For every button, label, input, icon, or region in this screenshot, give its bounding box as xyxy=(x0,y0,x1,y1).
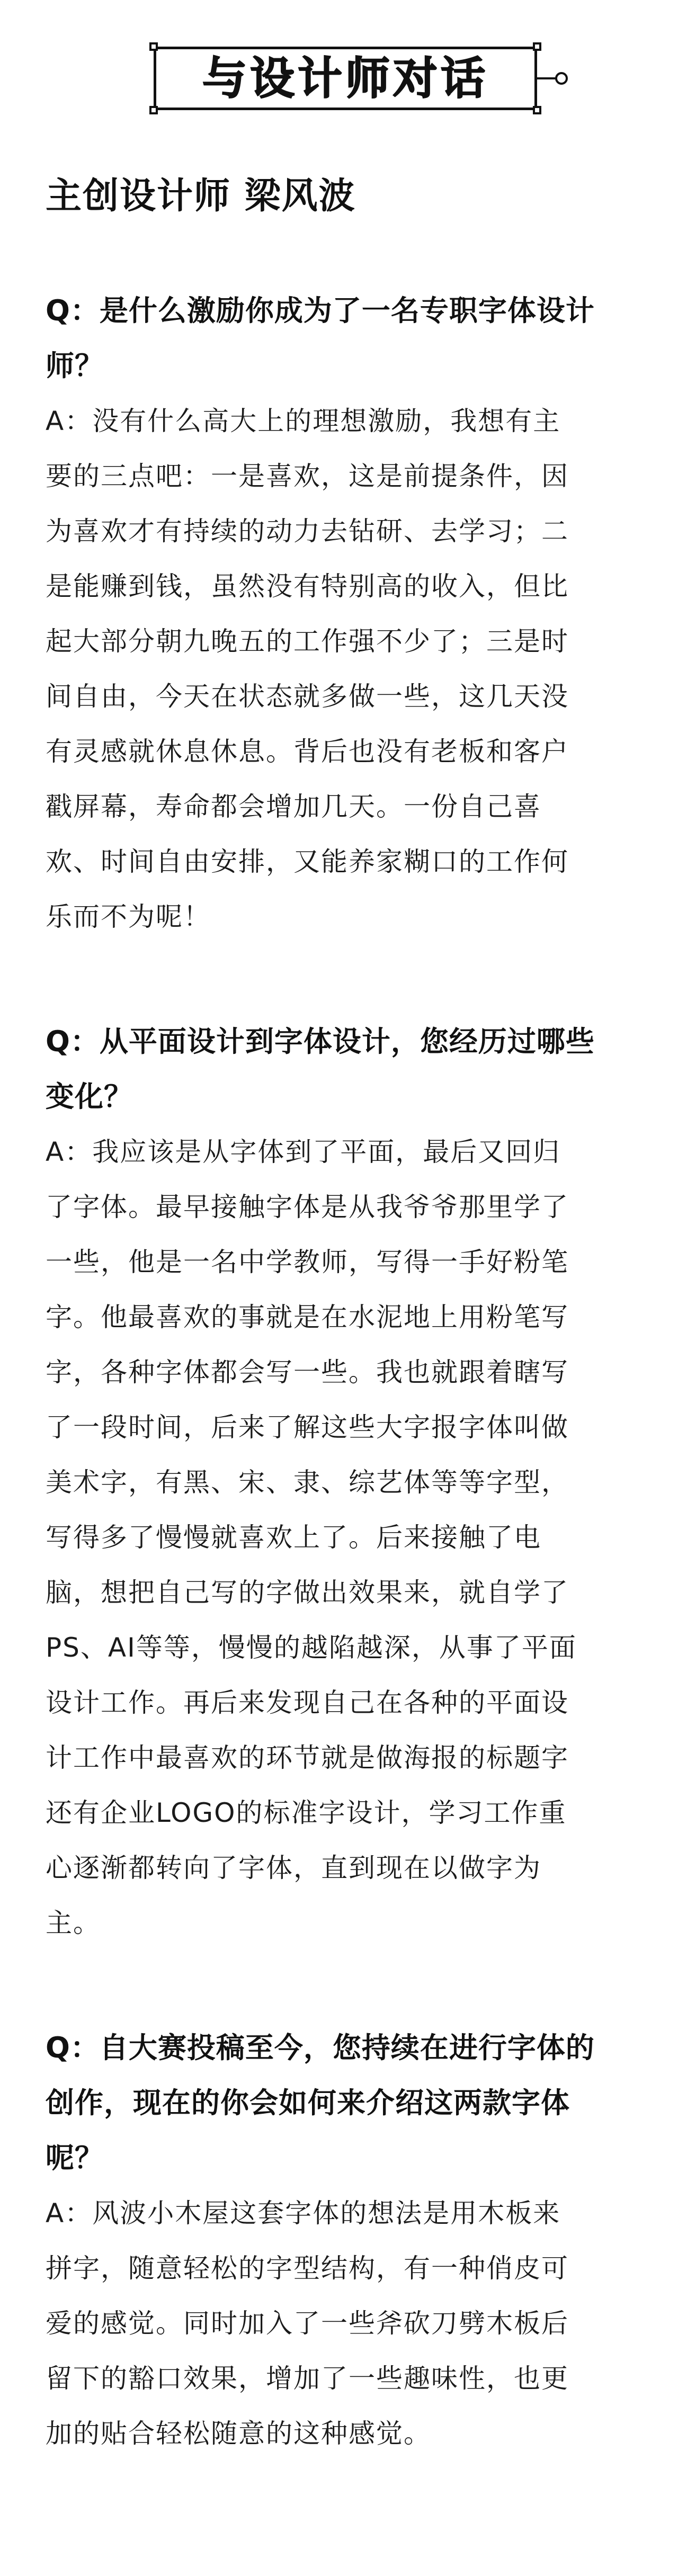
answer-line: 爱的感觉。同时加入了一些斧砍刀劈木板后 xyxy=(46,2308,569,2339)
answer-line: A：我应该是从字体到了平面，最后又回归 xyxy=(46,1137,561,1167)
answer-line: 要的三点吧：一是喜欢，这是前提条件，因 xyxy=(46,461,569,491)
question xyxy=(46,1014,628,1124)
answer-line: A：没有什么高大上的理想激励，我想有主 xyxy=(46,406,561,436)
answer-line: 为喜欢才有持续的动力去钻研、去学习；二 xyxy=(46,516,569,547)
answer-line: 欢、时间自由安排，又能养家糊口的工作何 xyxy=(46,846,569,877)
answer xyxy=(46,2186,628,2461)
corner-handle-top-right xyxy=(533,42,541,51)
qa-section-1 xyxy=(46,283,628,944)
answer-line: 戳屏幕，寿命都会增加几天。一份自己喜 xyxy=(46,791,541,822)
question-line: 创作，现在的你会如何来介绍这两款字体 xyxy=(46,2086,570,2119)
rotate-handle-icon xyxy=(555,72,568,85)
question xyxy=(46,283,628,393)
page-title: 与设计师对话 xyxy=(202,52,488,104)
answer-line: 计工作中最喜欢的环节就是做海报的标题字 xyxy=(46,1742,569,1773)
answer-line: 有灵感就休息休息。背后也没有老板和客户 xyxy=(46,736,569,767)
qa-section-3 xyxy=(46,2020,628,2461)
answer-line: 间自由，今天在状态就多做一些，这几天没 xyxy=(46,681,569,712)
answer-line: 写得多了慢慢就喜欢上了。后来接触了电 xyxy=(46,1522,541,1553)
question-line: Q：自大赛投稿至今，您持续在进行字体的 xyxy=(46,2031,595,2064)
corner-handle-top-left xyxy=(149,42,158,51)
answer-line: A：风波小木屋这套字体的想法是用木板来 xyxy=(46,2198,561,2229)
answer-line: 起大部分朝九晚五的工作强不少了；三是时 xyxy=(46,626,569,657)
question-line: 师？ xyxy=(46,349,104,382)
answer-line: 了一段时间，后来了解这些大字报字体叫做 xyxy=(46,1412,569,1443)
author-heading: 主创设计师 梁风波 xyxy=(46,175,356,217)
question-line: 变化？ xyxy=(46,1080,133,1113)
answer-line: 乐而不为呢！ xyxy=(46,901,211,932)
answer-line: 字，各种字体都会写一些。我也就跟着瞎写 xyxy=(46,1357,569,1388)
question-line: 呢？ xyxy=(46,2141,104,2175)
answer-line: 加的贴合轻松随意的这种感觉。 xyxy=(46,2418,431,2449)
answer-line: 脑，想把自己写的字做出效果来，就自学了 xyxy=(46,1577,569,1608)
rotate-connector xyxy=(537,77,556,79)
answer-line: 设计工作。再后来发现自己在各种的平面设 xyxy=(46,1687,569,1718)
title-box xyxy=(154,47,537,110)
header-banner xyxy=(154,47,551,110)
qa-section-2 xyxy=(46,1014,628,1951)
answer-line: 心逐渐都转向了字体，直到现在以做字为 xyxy=(46,1853,541,1883)
answer-line: 主。 xyxy=(46,1908,101,1938)
corner-handle-bottom-right xyxy=(533,106,541,114)
answer-line: 还有企业LOGO的标准字设计，学习工作重 xyxy=(46,1797,567,1828)
question xyxy=(46,2020,628,2186)
answer-line: 拼字，随意轻松的字型结构，有一种俏皮可 xyxy=(46,2253,569,2284)
question-line: Q：从平面设计到字体设计，您经历过哪些 xyxy=(46,1025,595,1058)
answer-line: 字。他最喜欢的事就是在水泥地上用粉笔写 xyxy=(46,1302,569,1332)
answer-line: 了字体。最早接触字体是从我爷爷那里学了 xyxy=(46,1192,569,1222)
answer-line: 美术字，有黑、宋、隶、综艺体等等字型， xyxy=(46,1467,569,1498)
answer-line: 是能赚到钱，虽然没有特别高的收入，但比 xyxy=(46,571,569,602)
answer-line: 一些，他是一名中学教师，写得一手好粉笔 xyxy=(46,1247,569,1277)
question-line: Q：是什么激励你成为了一名专职字体设计 xyxy=(46,294,595,327)
answer xyxy=(46,393,628,944)
corner-handle-bottom-left xyxy=(149,106,158,114)
answer-line: PS、AI等等，慢慢的越陷越深，从事了平面 xyxy=(46,1632,577,1663)
answer-line: 留下的豁口效果，增加了一些趣味性，也更 xyxy=(46,2363,569,2394)
answer xyxy=(46,1124,628,1951)
